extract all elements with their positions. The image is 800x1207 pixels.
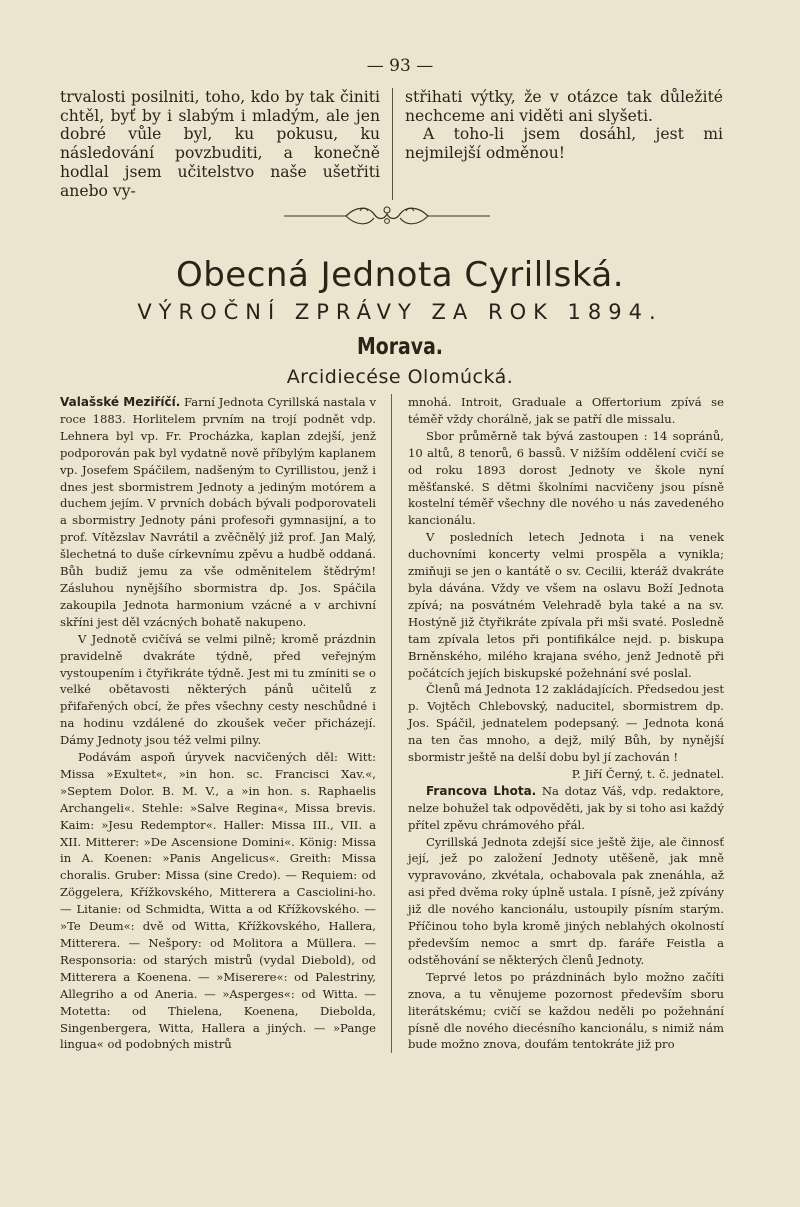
paragraph: Podávám aspoň úryvek nacvičených děl: Witt: Missa »Exultet«, »in hon. sc. Francisci Xav.«, »Septem Dolor. B. M. V., a »in hon. s. Raphaelis Archangeli«. Stehle: »Salve Regina«, Missa brevis. Kaim: »Jesu Redemptor«. Haller: Missa III., VII. a XII. Mitterer: »De Ascensione Domini«. König: Missa in A. Koenen: »Panis Angelicus«. Greith: Missa choralis. Gruber: Missa (sine Credo). — Requiem: od Zöggelera, Křížkovského, Mitterera a Casciolini-ho. — Litanie: od Schmidta, Witta a od Křížkovského. — »Te Deum«: dvě od Witta, Křížkovského, Hallera, Mitterera. — Nešpory: od Molitora a Müllera. — Responsoria: od starých mistrů (vydal Diebold), od Mitterera a Koenena. — »Miserere«: od Palestriny, Allegriho a od Aneria. — »Asperges«: od Witta. — Motetta: od Thielena, Koenena, Diebolda, Singenbergera, Witta, Hallera a jiných. — »Pange lingua« od podobných mistrů [60,750,376,1052]
top-left-column [60,88,393,200]
paragraph: Členů má Jednota 12 zakládajících. Předsedou jest p. Vojtěch Chlebovský, naducitel, sbormistrem dp. Jos. Spáčil, jednatelem podepsaný. — Jednota koná na ten čas mnoho, a dejž, milý Bůh, by nynější sbormistr ještě na delší dobu byl jí zachován ! [408,682,724,765]
place-heading: Valašské Meziříčí. [60,395,181,409]
right-column [392,394,724,1053]
signature: P. Jiří Černý, t. č. jednatel. [571,766,724,781]
top-columns [60,88,724,200]
paragraph-text: Na dotaz Váš, vdp. redaktore, nelze bohužel tak odpověděti, jak by si toho asi každý přítel zpěvu chrámového přál. [408,783,724,832]
top-right-column [393,88,723,200]
main-columns [60,394,724,1053]
paragraph: mnohá. Introit, Graduale a Offertorium zpívá se téměř vždy chorálně, jak se patří dle missalu. [408,395,724,426]
page-number: — 93 — [366,56,434,76]
paragraph: Sbor průměrně tak bývá zastoupen : 14 sopránů, 10 altů, 8 tenorů, 6 bassů. V nižším oddělení cvičí se od roku 1893 dorost Jednoty ve škole nyní měšťanské. S dětmi školními nacvičeny jsou písně kostelní téměř všechny dle nového u nás zavedeného kancionálu. [408,428,724,528]
top-left-paragraph: trvalosti posilniti, toho, kdo by tak činiti chtěl, byť by i slabým i mladým, ale jen dobré vůle byl, ku pokusu, ku následování povzbuditi, a konečně hodlal jsem učitelstvo naše ušetřiti anebo vy- [60,88,380,200]
decorative-flourish-icon [284,202,490,226]
diocese-heading: Arcidiecése Olomúcká. [286,366,514,388]
paragraph-text: Farní Jednota Cyrillská nastala v roce 1883. Horlitelem prvním na trojí podnět vdp. Lehnera byl vp. Fr. Procházka, kaplan zdejší, jenž podporován pak byl vydatně nově příbylým kaplanem vp. Josefem Spáčilem, nadšeným to Cyrillistou, jenž i dnes jest sbormistrem Jednoty a jediným motórem a duchem jejím. V prvních dobách bývali podporovateli a sbormistry Jednoty páni profesoři gymnasijní, a to prof. Vítězslav Navrátil a zvěčnělý již prof. Jan Malý, šlechetná to duše církevnímu zpěvu a hudbě oddaná. Bůh budiž jemu za vše odměnitelem štědrým! Zásluhou nynějšího sbormistra dp. Jos. Spáčila zakoupila Jednota harmonium vzácné a v archivní skříni jest děl vzácných bohatě nakupeno. [60,395,376,629]
subtitle: VÝROČNÍ ZPRÁVY ZA ROK 1894. [137,300,663,324]
paragraph: Teprvé letos po prázdninách bylo možno začíti znova, a tu věnujeme pozornost především sboru literátskému; cvičí se každou neděli po požehnání písně dle nového diecésního kancionálu, s nimiž nám bude možno znova, doufám tentokráte již pro [408,969,724,1052]
paragraph: Cyrillská Jednota zdejší sice ještě žije, ale činnosť její, jež po založení Jednoty utěšeně, jak mně vypravováno, zkvétala, ochabovala pak znenáhla, až asi před dvěma roky úplně ustala. I písně, jež zpívány již dle nového kancionálu, ustoupily písním starým. Příčinou toho byla kromě jiných neblahých okolností především nemoc a smrt dp. faráře Feistla a odstěhování se některých členů Jednoty. [408,834,724,967]
place-heading: Francova Lhota. [426,783,537,798]
left-column [60,394,392,1053]
paragraph [60,394,376,631]
page-title: Obecná Jednota Cyrillská. [175,255,625,295]
top-right-paragraph-2: A toho-li jsem dosáhl, jest mi nejmilejší odměnou! [405,125,723,163]
region-heading: Morava. [357,334,443,360]
paragraph: V Jednotě cvičívá se velmi pilně; kromě prázdnin pravidelně dvakráte týdně, před veřejným vystoupením i čtyřikráte týdně. Jest mi tu zmíniti se o velké obětavosti některých pánů učitelů z přifařených obcí, že přes všechny cesty neschůdné i na hodinu vzdálené do zkoušek večer přicházejí. Dámy Jednoty jsou též velmi pilny. [60,631,376,748]
top-right-paragraph-1: střihati výtky, že v otázce tak důležité nechceme ani viděti ani slyšeti. [405,88,723,125]
paragraph [408,783,724,834]
paragraph: V posledních letech Jednota i na venek duchovními koncerty velmi prospěla a vynikla; zmiňuji se jen o kantátě o sv. Cecilii, kteráž dvakráte byla dávána. Vždy ve všem na oslavu Boží Jednota zpívá; na posvátném Velehradě byla také a na sv. Hostýně již čtyřikráte zpívala při mši svaté. Posledně tam zpívala letos při pontifikálce nejd. p. biskupa Brněnského, milého krajana svého, jenž Jednotě při počátcích jejích biskupské požehnání své poslal. [408,530,724,680]
